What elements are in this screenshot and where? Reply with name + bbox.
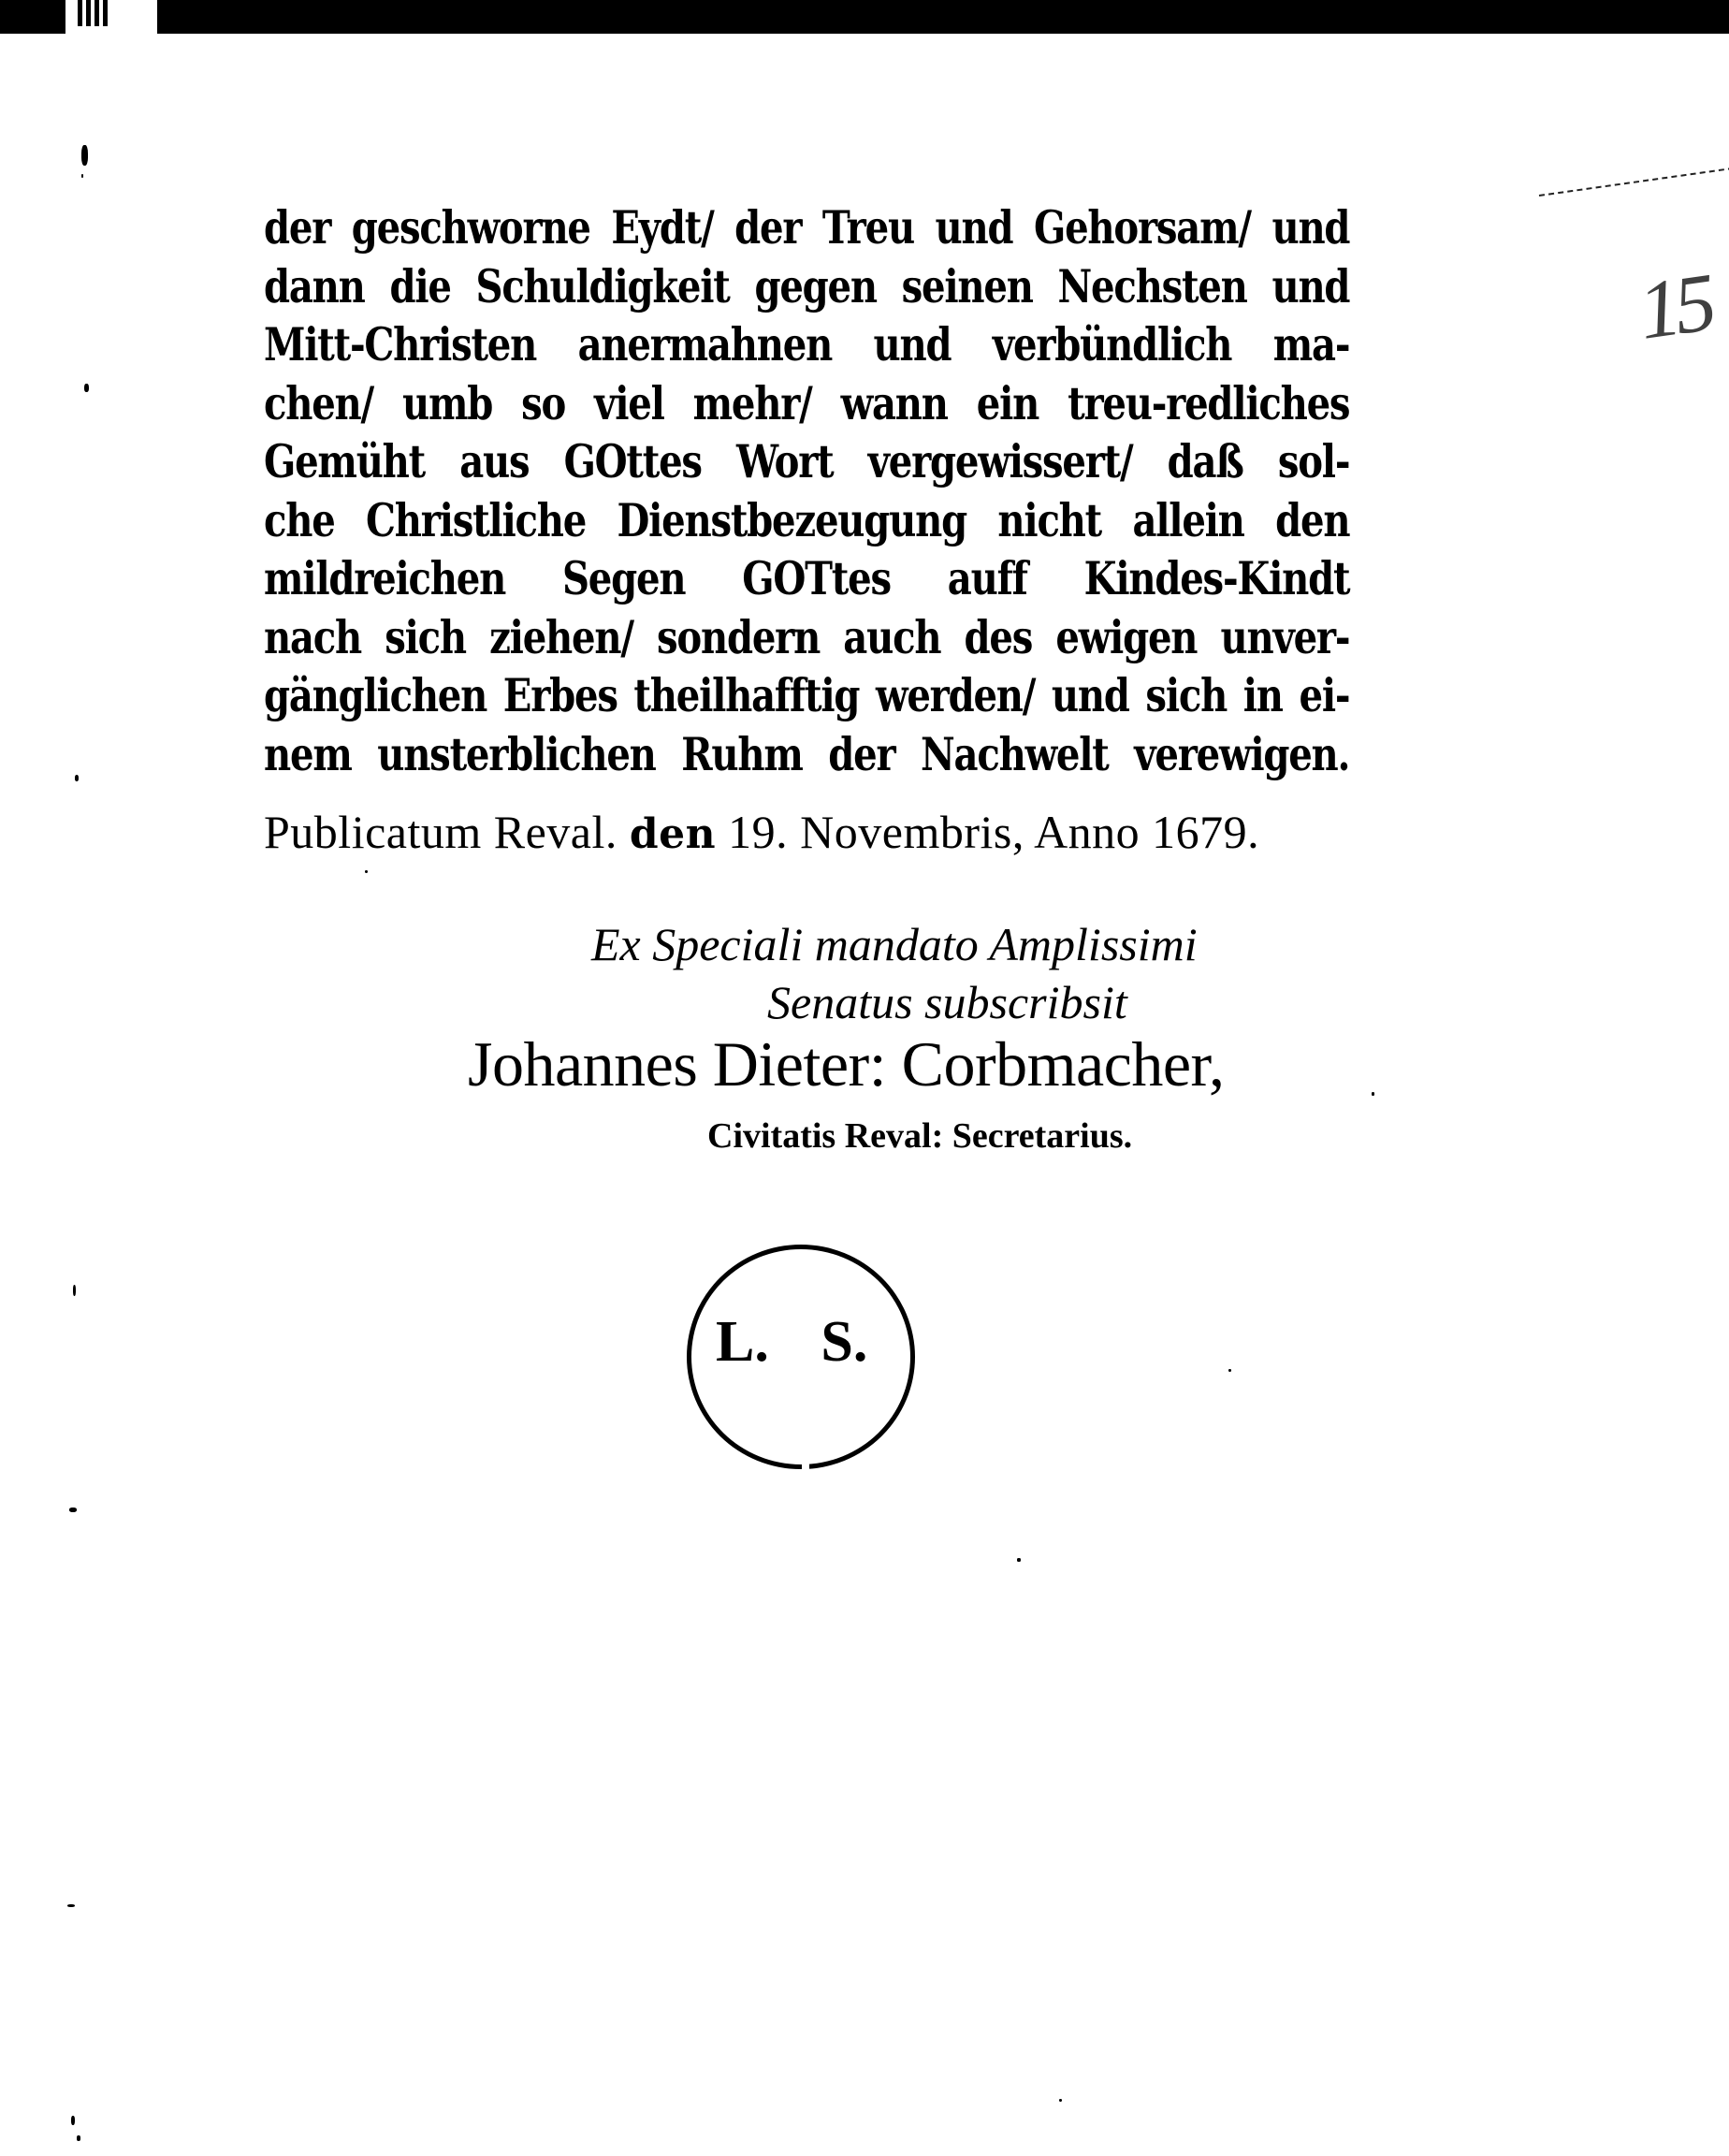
body-line: dann die Schuldigkeit gegen seinen Nechsten und [264,258,1350,313]
scan-speck [75,775,79,781]
body-line: che Christliche Dienstbezeugung nicht allein den [264,492,1350,547]
scan-speck [77,2135,80,2141]
signatory-title: Civitatis Reval: Secretarius. [707,1116,1133,1156]
scan-speck [67,1904,75,1907]
scan-speck [1228,1369,1231,1372]
signature-mandate-line: Ex Speciali mandato Amplissimi [591,918,1198,970]
scan-speck [84,384,89,392]
publication-date: 19. Novembris, Anno 1679. [716,806,1260,858]
signature-subscribed-line: Senatus subscribsit [767,976,1127,1028]
scan-speck [81,145,88,166]
scan-speck [71,2116,75,2125]
body-line: nach sich ziehen/ sondern auch des ewigen unver- [264,609,1350,664]
body-line: der geschworne Eydt/ der Treu und Gehorsam/ und [264,200,1350,255]
body-line: chen/ umb so viel mehr/ wann ein treu-redliches [264,375,1350,430]
seal-text: L. S. [716,1310,868,1374]
body-line: nem unsterblichen Ruhm der Nachwelt verewigen. [264,726,1350,781]
scan-border-gap [110,0,157,34]
scan-speck [1017,1558,1021,1562]
scan-speck [1059,2099,1062,2102]
scan-speck [69,1508,77,1512]
handwritten-folio-number: 15 [1633,257,1717,357]
scan-speck [365,870,368,873]
publication-prefix: Publicatum Reval. [264,806,630,858]
signatory-name: Johannes Dieter: Corbmacher, [468,1028,1225,1100]
seal-circle [687,1245,915,1469]
body-line: gänglichen Erbes theilhafftig werden/ und sich in ei- [264,668,1350,722]
scan-speck [81,174,83,178]
body-text [264,198,1350,783]
scan-top-border [0,0,1729,34]
pencil-mark [1539,168,1729,197]
scan-speck [1372,1092,1374,1096]
body-line: Mitt-Christen anermahnen und verbündlich ma- [264,317,1350,371]
publication-den: den [629,810,717,858]
body-line: mildreichen Segen GOTtes auff Kindes-Kindt [264,551,1350,605]
clipped-text-fragment [75,0,110,32]
body-line: Gemüht aus GOttes Wort vergewissert/ daß sol- [264,434,1350,488]
scan-speck [73,1285,76,1296]
seal-gap [802,1459,809,1472]
publication-date-line [264,805,1349,859]
